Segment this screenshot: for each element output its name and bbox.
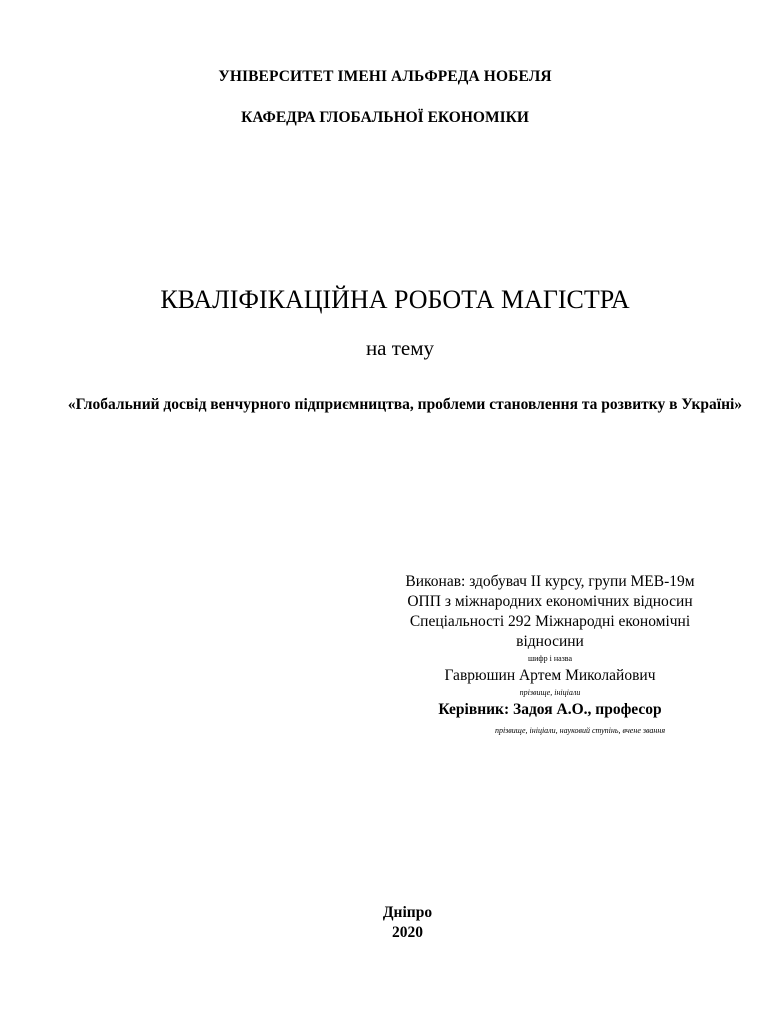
year: 2020 (392, 924, 423, 941)
caption-code-name: шифр і назва (527, 654, 573, 663)
department-name: КАФЕДРА ГЛОБАЛЬНОЇ ЕКОНОМІКИ (241, 109, 529, 126)
author-line-program: ОПП з міжнародних економічних відносин (407, 593, 693, 610)
university-name: УНІВЕРСИТЕТ ІМЕНІ АЛЬФРЕДА НОБЕЛЯ (218, 68, 552, 85)
thesis-topic: «Глобальний досвід венчурного підприємництва, проблеми становлення та розвитку в Україні» (67, 396, 743, 413)
city: Дніпро (382, 904, 433, 921)
topic-label: на тему (365, 336, 435, 360)
author-line-course: Виконав: здобувач ІІ курсу, групи МЕВ-19м (405, 573, 695, 590)
author-line-specialty: Спеціальності 292 Міжнародні економічні (409, 613, 691, 630)
caption-author-name: прізвище, ініціали (519, 688, 581, 697)
work-type-title: КВАЛІФІКАЦІЙНА РОБОТА МАГІСТРА (160, 285, 630, 314)
author-block (360, 572, 740, 720)
author-name: Гаврюшин Артем Миколайович (444, 667, 656, 684)
caption-supervisor: прізвище, ініціали, науковий ступінь, вчене звання (494, 726, 666, 735)
author-line-specialty-cont: відносини (516, 633, 584, 650)
supervisor-line: Керівник: Задоя А.О., професор (438, 701, 662, 718)
